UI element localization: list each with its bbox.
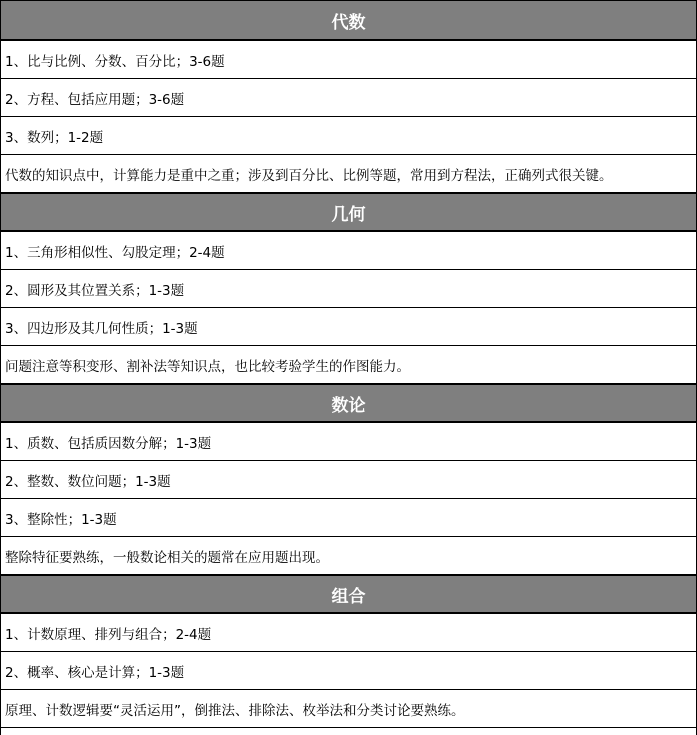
section-note-combinatorics: 原理、计数逻辑要“灵活运用”，倒推法、排除法、枚举法和分类讨论要熟练。	[1, 690, 696, 728]
table-row: 1、比与比例、分数、百分比；3-6题	[1, 41, 696, 79]
table-row: 2、方程、包括应用题；3-6题	[1, 79, 696, 117]
table-row: 2、圆形及其位置关系；1-3题	[1, 270, 696, 308]
section-number-theory	[1, 384, 696, 575]
table-row: 3、四边形及其几何性质；1-3题	[1, 308, 696, 346]
section-header-algebra: 代数	[1, 0, 696, 41]
table-row: 1、计数原理、排列与组合；2-4题	[1, 614, 696, 652]
table-row: 1、三角形相似性、勾股定理；2-4题	[1, 232, 696, 270]
section-geometry	[1, 193, 696, 384]
section-header-combinatorics: 组合	[1, 575, 696, 614]
table-row: 3、数列；1-2题	[1, 117, 696, 155]
section-note-algebra: 代数的知识点中，计算能力是重中之重；涉及到百分比、比例等题，常用到方程法，正确列式很关键。	[1, 155, 696, 193]
section-note-geometry: 问题注意等积变形、割补法等知识点，也比较考验学生的作图能力。	[1, 346, 696, 384]
table-row: 2、概率、核心是计算；1-3题	[1, 652, 696, 690]
table-row: 2、整数、数位问题；1-3题	[1, 461, 696, 499]
section-algebra	[1, 0, 696, 193]
section-header-number-theory: 数论	[1, 384, 696, 423]
table-row: 3、整除性；1-3题	[1, 499, 696, 537]
table-row: 1、质数、包括质因数分解；1-3题	[1, 423, 696, 461]
section-note-number-theory: 整除特征要熟练，一般数论相关的题常在应用题出现。	[1, 537, 696, 575]
section-header-geometry: 几何	[1, 193, 696, 232]
section-combinatorics	[1, 575, 696, 728]
